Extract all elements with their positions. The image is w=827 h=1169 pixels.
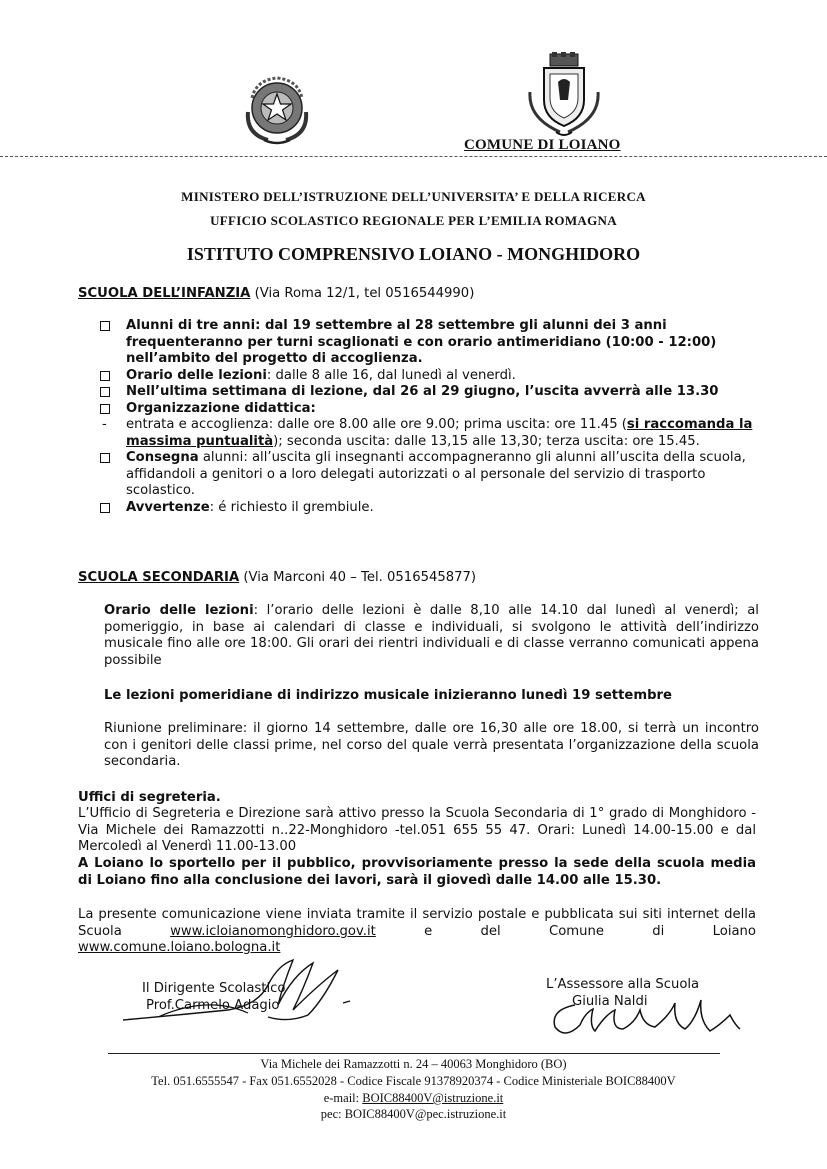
- dirigente-role: Il Dirigente Scolastico: [142, 981, 286, 996]
- secondaria-riunione: Riunione preliminare: il giorno 14 settembre, dalle ore 16,30 alle ore 18.00, si terrà un incontro con i genitori delle classi prime, nel corso del quale verrà presentata l’organizzazione della scuola secondaria.: [104, 721, 759, 769]
- comunicazione-intro: La presente comunicazione viene inviata tramite il servizio postale e pubblicata sui siti internet della Scuola: [78, 907, 756, 939]
- dirigente-name: Prof.Carmelo Adagio: [146, 998, 280, 1013]
- list-item: [100, 384, 760, 401]
- checkbox-bullet-icon: [100, 404, 110, 414]
- comune-website-link[interactable]: www.comune.loiano.bologna.it: [78, 940, 281, 955]
- comunicazione-text: [78, 907, 756, 940]
- item-label: Orario delle lezioni: [126, 367, 267, 383]
- secondaria-address: (Via Marconi 40 – Tel. 0516545877): [239, 570, 477, 585]
- item-emphasis: si raccomanda la massima puntualità: [126, 417, 753, 449]
- comunicazione-mid: e del Comune di Loiano: [375, 923, 756, 939]
- checkbox-bullet-icon: [100, 371, 110, 381]
- item-text: ); seconda uscita: dalle 13,15 alle 13,30; terza uscita: ore 15.45.: [273, 433, 700, 449]
- item-label: Avvertenze: [126, 499, 210, 515]
- list-item: [100, 417, 760, 450]
- checkbox-bullet-icon: [100, 503, 110, 513]
- item-text: entrata e accoglienza: dalle ore 8.00 alle ore 9.00; prima uscita: ore 11.45 (: [126, 417, 627, 432]
- list-item: [100, 450, 760, 500]
- infanzia-list: [100, 318, 760, 516]
- secondaria-heading: [78, 570, 476, 585]
- secondaria-title: SCUOLA SECONDARIA: [78, 570, 240, 585]
- item-text: : dalle 8 alle 16, dal lunedì al venerdì.: [266, 367, 516, 383]
- list-item: [100, 500, 760, 517]
- comune-label: COMUNE DI LOIANO: [464, 137, 621, 153]
- item-text: Alunni di tre anni: dal 19 settembre al 28 settembre gli alunni dei 3 anni frequenteranno per turni scaglionati e con orario antimeridiano (10:00 - 12:00) nell’ambito del progetto di accoglienza.: [126, 318, 717, 366]
- dirigente-signature: [118, 955, 358, 1030]
- footer-email: [0, 1090, 827, 1106]
- item-text: alunni: all’uscita gli insegnanti accompagneranno gli alunni all’uscita della scuola, affidandoli a genitori o a loro delegati autorizzati o al personale del servizio di trasporto scolastico.: [126, 450, 746, 498]
- footer-contacts: Tel. 051.6555547 - Fax 051.6552028 - Codice Fiscale 91378920374 - Codice Ministeriale BOIC88400V: [151, 1074, 676, 1088]
- italian-republic-emblem-icon: [238, 72, 316, 146]
- istituto-title: ISTITUTO COMPRENSIVO LOIANO - MONGHIDORO: [186, 244, 641, 264]
- checkbox-bullet-icon: [100, 321, 110, 331]
- uffici-title: Uffici di segreteria.: [78, 790, 221, 805]
- footer-pec: [0, 1106, 827, 1122]
- list-item: [100, 368, 760, 385]
- assessore-name: Giulia Naldi: [572, 994, 648, 1009]
- infanzia-address: (Via Roma 12/1, tel 0516544990): [250, 286, 475, 301]
- orario-text: : l’orario delle lezioni è dalle 8,10 alle 14.10 dal lunedì al venerdì; al pomeriggio, in base ai calendari di classe e individuali, si svolgono le attività dell’indirizzo musicale fino alle ore 18:00. Gli orari dei rientri individuali e di classe verranno comunicati appena possibile: [104, 603, 759, 668]
- footer-divider: [108, 1053, 720, 1054]
- secondaria-orario: [104, 603, 759, 669]
- assessore-role: L’Assessore alla Scuola: [546, 977, 700, 992]
- email-label: e-mail:: [323, 1091, 363, 1105]
- email-link[interactable]: BOIC88400V@istruzione.it: [362, 1091, 504, 1105]
- item-text: : é richiesto il grembiule.: [209, 499, 374, 515]
- ministero-heading: MINISTERO DELL’ISTRUZIONE DELL’UNIVERSITA’ E DELLA RICERCA: [181, 189, 646, 204]
- comune-coat-of-arms-icon: [520, 52, 608, 138]
- list-item: [100, 401, 760, 418]
- infanzia-title: SCUOLA DELL’INFANZIA: [78, 286, 251, 301]
- assessore-signature: [545, 995, 745, 1040]
- list-item: [100, 318, 760, 368]
- item-label: Consegna: [126, 450, 199, 465]
- pec-address: BOIC88400V@pec.istruzione.it: [344, 1107, 507, 1121]
- ufficio-heading: UFFICIO SCOLASTICO REGIONALE PER L’EMILIA ROMAGNA: [210, 213, 617, 228]
- uffici-loiano: A Loiano lo sportello per il pubblico, provvisoriamente presso la sede della scuola media di Loiano fino alla conclusione dei lavori, sarà il giovedì dalle 14.00 alle 15.30.: [78, 856, 756, 888]
- item-text: Nell’ultima settimana di lezione, dal 26 al 29 giugno, l’uscita avverrà alle 13.30: [126, 384, 719, 399]
- item-text: Organizzazione didattica:: [126, 400, 316, 416]
- pec-label: pec:: [320, 1107, 345, 1121]
- orario-label: Orario delle lezioni: [104, 603, 254, 618]
- checkbox-bullet-icon: [100, 453, 110, 463]
- scuola-website-link[interactable]: www.icloianomonghidoro.gov.it: [170, 923, 376, 939]
- footer-address: Via Michele dei Ramazzotti n. 24 – 40063 Monghidoro (BO): [260, 1057, 567, 1071]
- dash-bullet-icon: -: [102, 417, 107, 432]
- checkbox-bullet-icon: [100, 387, 110, 397]
- infanzia-heading: [78, 286, 474, 301]
- uffici-text: L’Ufficio di Segreteria e Direzione sarà attivo presso la Scuola Secondaria di 1° grado di Monghidoro -Via Michele dei Ramazzotti n..22-Monghidoro -tel.051 655 55 47. Orari: Lunedì 14.00-15.00 e dal Mercoledì al Venerdì 11.00-13.00: [78, 806, 756, 854]
- header-divider: [0, 156, 827, 157]
- secondaria-musicale: Le lezioni pomeridiane di indirizzo musicale inizieranno lunedì 19 settembre: [104, 688, 672, 703]
